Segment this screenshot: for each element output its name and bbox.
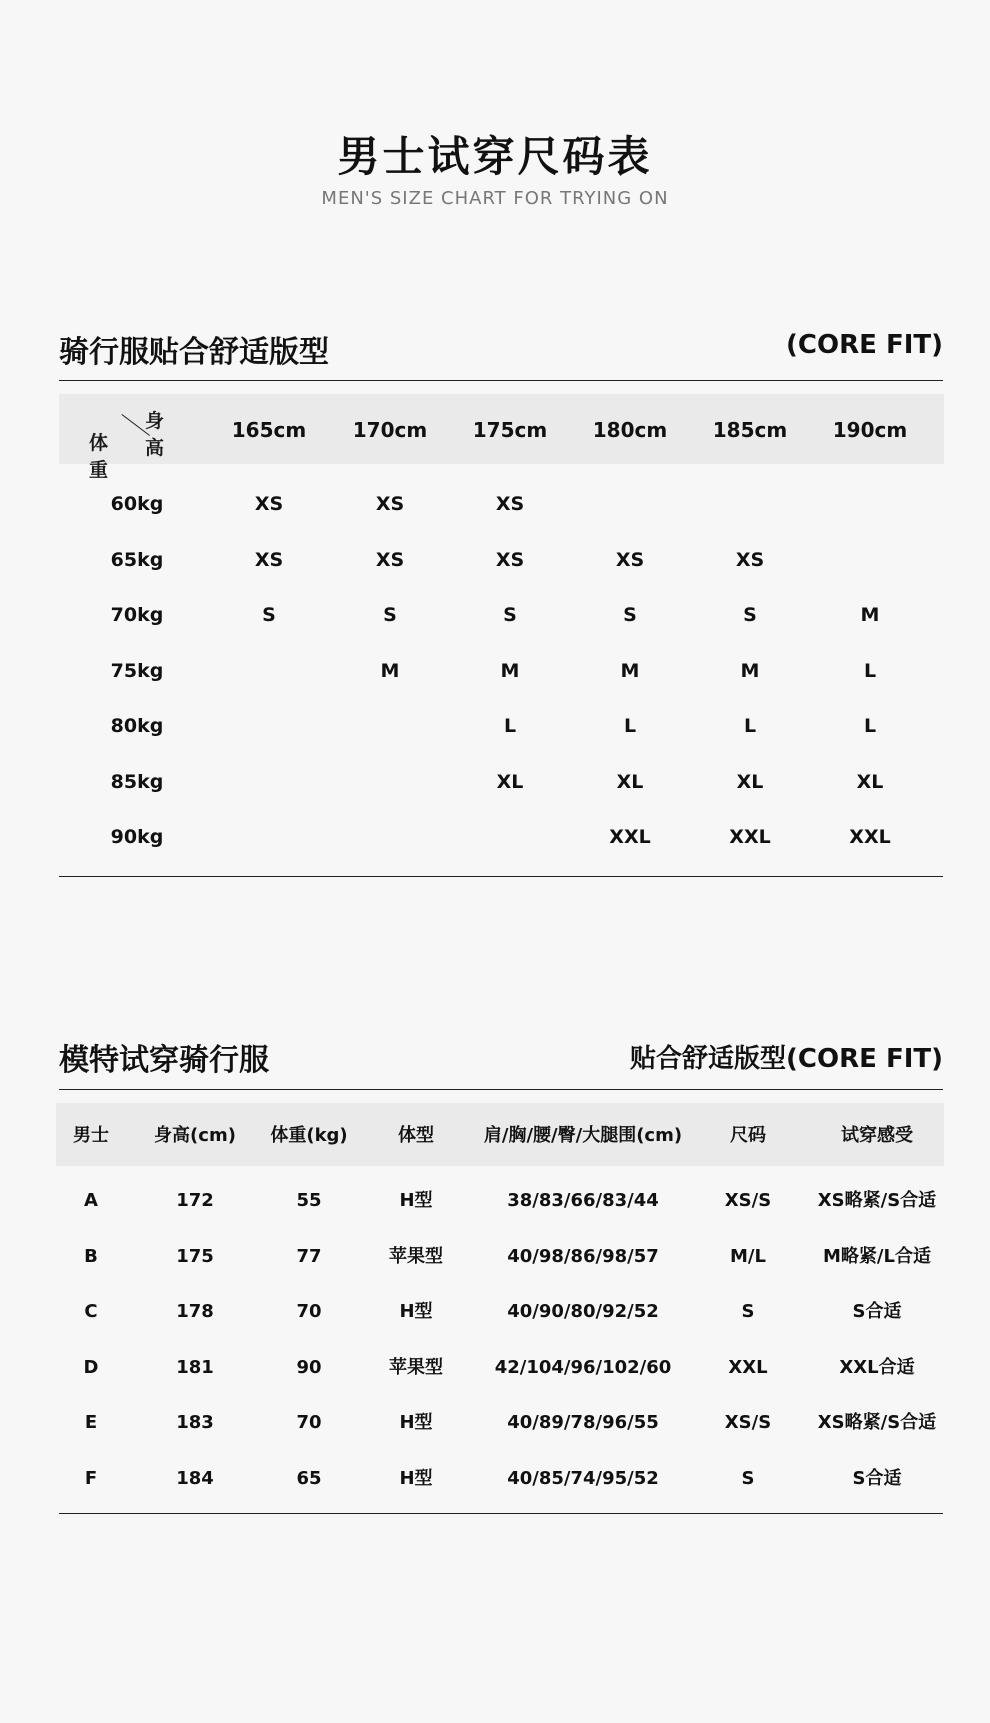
height-header-190cm: 190cm xyxy=(832,418,908,442)
model-chart-header xyxy=(59,1035,943,1078)
model-cell: F xyxy=(84,1467,98,1489)
model-cell: S xyxy=(741,1301,755,1322)
model-cell: H型 xyxy=(399,1301,433,1322)
model-cell: 40/98/86/98/57 xyxy=(507,1245,659,1267)
size-cell: XS xyxy=(375,548,405,571)
model-cell: A xyxy=(84,1190,98,1211)
corner-height-label: 身高 xyxy=(145,410,165,459)
model-cell: 90 xyxy=(296,1356,322,1378)
model-cell: 65 xyxy=(296,1467,322,1489)
model-cell: S合适 xyxy=(852,1301,902,1322)
model-cell: 40/85/74/95/52 xyxy=(507,1467,659,1489)
model-cell: 42/104/96/102/60 xyxy=(494,1356,672,1378)
model-cell: E xyxy=(84,1412,98,1433)
model-cell: S xyxy=(741,1467,755,1489)
model-cell: D xyxy=(83,1356,99,1378)
model-cell: 77 xyxy=(296,1245,322,1267)
height-header-180cm: 180cm xyxy=(592,418,668,442)
size-cell: XS xyxy=(254,548,284,571)
size-cell: XL xyxy=(496,770,524,793)
size-chart-top-rule xyxy=(59,380,943,381)
height-header-165cm: 165cm xyxy=(231,418,307,442)
model-cell: 40/90/80/92/52 xyxy=(507,1301,659,1322)
column-header: 体型 xyxy=(398,1125,434,1146)
size-cell: S xyxy=(623,604,637,626)
model-cell: XS/S xyxy=(724,1412,772,1433)
model-cell: 172 xyxy=(176,1190,214,1211)
size-cell: S xyxy=(503,604,517,626)
size-cell: S xyxy=(383,604,397,626)
weight-label: 90kg xyxy=(110,826,164,848)
model-cell: 181 xyxy=(176,1356,214,1378)
corner-weight-label: 体重 xyxy=(89,432,109,481)
size-cell: XS xyxy=(495,493,525,515)
size-cell: M xyxy=(620,659,640,682)
size-cell: XS xyxy=(495,548,525,571)
size-cell: M xyxy=(860,604,880,626)
model-chart-fit-label: 贴合舒适版型(CORE FIT) xyxy=(630,1044,943,1074)
weight-label: 75kg xyxy=(110,659,164,682)
size-cell: XL xyxy=(736,770,764,793)
model-chart-top-rule xyxy=(59,1089,943,1090)
weight-label: 85kg xyxy=(110,770,164,793)
model-cell: XS略紧/S合适 xyxy=(817,1190,937,1211)
size-chart-fit-label: (CORE FIT) xyxy=(786,330,943,360)
size-cell: L xyxy=(743,715,757,737)
model-cell: C xyxy=(84,1301,98,1322)
model-cell: B xyxy=(84,1245,98,1267)
size-chart-bottom-rule xyxy=(59,876,943,877)
model-cell: 55 xyxy=(296,1190,322,1211)
model-cell: 70 xyxy=(296,1301,322,1322)
size-cell: L xyxy=(863,715,877,737)
model-cell: S合适 xyxy=(852,1467,902,1489)
model-cell: M略紧/L合适 xyxy=(823,1245,931,1267)
size-cell: XS xyxy=(735,548,765,571)
model-cell: 38/83/66/83/44 xyxy=(507,1190,659,1211)
size-cell: XS xyxy=(254,493,284,515)
model-cell: 184 xyxy=(176,1467,214,1489)
model-cell: M/L xyxy=(730,1245,766,1267)
size-cell: XS xyxy=(615,548,645,571)
model-cell: XS略紧/S合适 xyxy=(817,1412,937,1433)
column-header: 肩/胸/腰/臀/大腿围(cm) xyxy=(483,1125,683,1146)
size-cell: XL xyxy=(616,770,644,793)
height-header-170cm: 170cm xyxy=(352,418,428,442)
model-cell: H型 xyxy=(399,1467,433,1489)
model-cell: 苹果型 xyxy=(389,1245,443,1267)
size-cell: S xyxy=(262,604,276,626)
model-cell: 178 xyxy=(176,1301,214,1322)
model-cell: H型 xyxy=(399,1412,433,1433)
weight-label: 70kg xyxy=(110,604,164,626)
size-cell: XL xyxy=(856,770,884,793)
size-cell: L xyxy=(503,715,517,737)
model-cell: XS/S xyxy=(724,1190,772,1211)
size-cell: M xyxy=(740,659,760,682)
model-cell: 183 xyxy=(176,1412,214,1433)
column-header: 试穿感受 xyxy=(841,1125,913,1146)
weight-label: 65kg xyxy=(110,548,164,571)
size-cell: XS xyxy=(375,493,405,515)
model-cell: H型 xyxy=(399,1190,433,1211)
model-cell: 40/89/78/96/55 xyxy=(507,1412,659,1433)
size-chart-header xyxy=(59,327,943,370)
size-cell: M xyxy=(500,659,520,682)
model-chart-title: 模特试穿骑行服 xyxy=(59,1043,269,1078)
size-cell: XXL xyxy=(849,826,891,848)
column-header: 男士 xyxy=(73,1125,109,1146)
weight-label: 80kg xyxy=(110,715,164,737)
size-cell: XXL xyxy=(729,826,771,848)
model-cell: XXL合适 xyxy=(839,1356,915,1378)
column-header: 体重(kg) xyxy=(270,1125,348,1146)
model-chart-bottom-rule xyxy=(59,1513,943,1514)
column-header: 尺码 xyxy=(730,1125,766,1146)
size-chart-title: 骑行服贴合舒适版型 xyxy=(59,335,329,370)
page-subtitle: MEN'S SIZE CHART FOR TRYING ON xyxy=(321,188,669,209)
height-header-175cm: 175cm xyxy=(472,418,548,442)
model-cell: XXL xyxy=(728,1356,768,1378)
weight-label: 60kg xyxy=(110,493,164,515)
column-header: 身高(cm) xyxy=(154,1125,236,1146)
height-header-185cm: 185cm xyxy=(712,418,788,442)
size-cell: L xyxy=(623,715,637,737)
model-cell: 175 xyxy=(176,1245,214,1267)
size-cell: M xyxy=(380,659,400,682)
size-cell: L xyxy=(863,659,877,682)
size-cell: XXL xyxy=(609,826,651,848)
page-title: 男士试穿尺码表 xyxy=(337,132,653,181)
model-cell: 苹果型 xyxy=(389,1356,443,1378)
size-cell: S xyxy=(743,604,757,626)
model-cell: 70 xyxy=(296,1412,322,1433)
